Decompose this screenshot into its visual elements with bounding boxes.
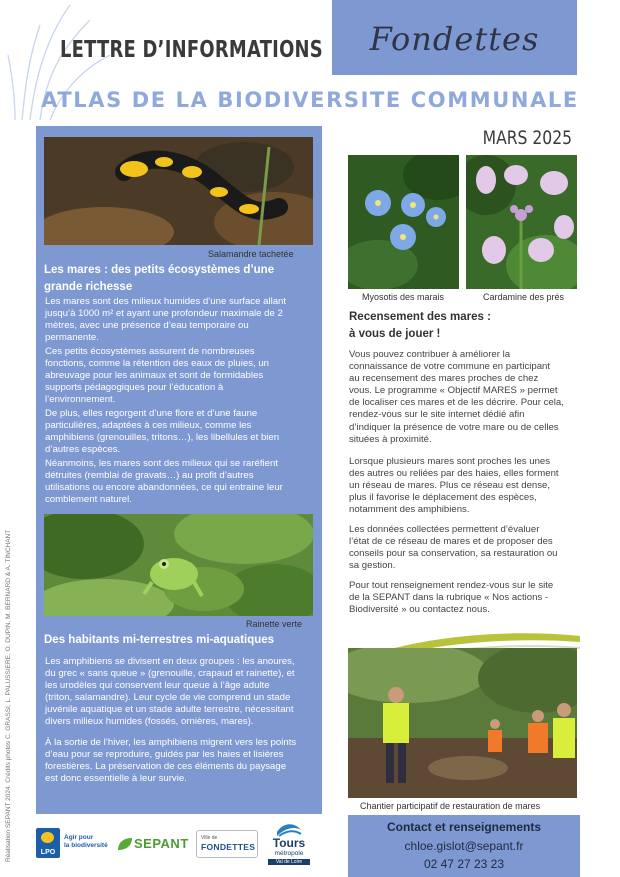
text-line: d’eau pour se reproduire, guidés par les haies et lisières (45, 749, 284, 761)
text-line: au recensement des mares proches de chez (349, 373, 539, 385)
salamander-caption: Salamandre tachetée (208, 249, 294, 259)
myosotis-caption: Myosotis des marais (362, 292, 445, 302)
text-line: d’autres espèces. (45, 444, 121, 456)
text-line: d’indiquer la présence de votre mare ou de celles (349, 421, 559, 433)
tours-text: Tours (272, 836, 306, 850)
text-line: abreuvage pour les animaux et sont de formidables (45, 370, 264, 382)
mares-heading-line-2: grande richesse (44, 281, 133, 293)
commune-banner (332, 0, 577, 75)
text-line: un réseau de mares. Plus ce réseau est dense, (349, 480, 551, 492)
sepant-leaf-icon (116, 836, 134, 852)
tree-frog-caption: Rainette verte (246, 619, 303, 629)
text-line: supports pédagogiques pour l’éducation à (45, 382, 224, 394)
text-line: Pour tout renseignement rendez-vous sur le site (349, 580, 554, 591)
sepant-logo (116, 835, 188, 855)
text-line: mètres, avec une présence d’eau temporaire ou (45, 320, 249, 332)
contact-phone[interactable]: 02 47 27 23 23 (423, 857, 505, 871)
text-line: forestières. La préservation de ces éléments du paysage (45, 761, 287, 773)
text-line: Néanmoins, les mares sont des milieux qui se raréfient (45, 458, 279, 469)
text-line: comblement naturel. (45, 494, 132, 506)
text-line: (triton, salamandre). Leur cycle de vie comprend un stade (45, 692, 291, 704)
fondettes-logo-text: FONDETTES (201, 842, 256, 852)
chantier-photo (348, 648, 577, 798)
text-line: utilisations ou encore abandonnées, ce qui entraine leur (45, 482, 283, 494)
myosotis-photo (348, 155, 459, 289)
recensement-paragraph-4 (349, 580, 577, 616)
lpo-logo (36, 828, 108, 860)
mares-paragraph-2 (45, 346, 314, 406)
lpo-text: LPO (40, 849, 56, 856)
lpo-tagline-2: la biodiversité (64, 842, 108, 849)
fondettes-logo (196, 830, 258, 858)
photo-credits: Réalisation SEPANT 2024. Crédits photos C. GRASSI, L. PALUSSIERE, O. DUPIN, M. BERNARD & A. TINCHANT (5, 529, 12, 862)
partner-logos (36, 818, 322, 870)
habitants-heading: Des habitants mi-terrestres mi-aquatiques (44, 634, 275, 646)
text-line: rendez-vous sur le site internet dédié afin (349, 409, 525, 421)
text-line: divers milieux humides (fossés, ornières, mares). (45, 716, 254, 728)
recensement-heading (349, 309, 579, 343)
text-line: juvénile aquatique et un stade adulte terrestre, nécessitant (45, 704, 294, 716)
tours-metropole-logo (266, 820, 312, 868)
text-line: Les mares sont des milieux humides d’une surface allant (45, 296, 287, 307)
text-line: fonctions, comme la rétention des eaux de pluies, un (45, 358, 269, 370)
text-line: De plus, elles regorgent d’une flore et d’une faune (45, 408, 258, 419)
metropole-text: métropole (274, 850, 304, 857)
cardamine-photo (466, 155, 577, 289)
text-line: sa gestion. (349, 560, 396, 572)
tree-frog-photo (44, 514, 313, 616)
recensement-paragraph-1 (349, 349, 577, 446)
recensement-heading-line-2: à vous de jouer ! (349, 328, 441, 340)
mares-paragraph-4 (45, 458, 314, 506)
val-de-loire-text: Val de Loire (268, 859, 310, 865)
salamander-photo (44, 137, 313, 245)
text-line: de localiser ces mares et de les décrire. Pour cela, (349, 397, 564, 409)
text-line: les urodèles qui conservent leur queue à l’âge adulte (45, 680, 270, 692)
text-line: des autres ou reliées par des haies, elles forment (349, 468, 559, 480)
text-line: situées à proximité. (349, 433, 432, 445)
cardamine-caption: Cardamine des prés (483, 292, 565, 302)
text-line: plus il favorise le déplacement des espèces, (349, 492, 537, 504)
text-line: Vous pouvez contribuer à améliorer la (349, 349, 511, 360)
text-line: conseils pour sa conservation, sa restauration ou (349, 548, 558, 560)
text-line: permanente. (45, 332, 99, 344)
text-line: notamment des amphibiens. (349, 504, 470, 516)
text-line: l’environnement. (45, 394, 116, 406)
recensement-heading-line-1: Recensement des mares : (349, 311, 491, 323)
recensement-paragraph-2 (349, 456, 577, 516)
text-line: vous. Le programme « Objectif MARES » permet (349, 385, 558, 397)
chantier-caption: Chantier participatif de restauration de mares (360, 801, 541, 811)
text-line: détruites (remblai de gravats…) au profit d’autres (45, 470, 254, 482)
text-line: du grec « sans queue » (grenouille, crapaud et rainette), et (45, 668, 295, 680)
text-line: amphibiens (grenouilles, tritons…), les libellules et bien (45, 432, 280, 444)
lpo-tagline-1: Agir pour (64, 834, 94, 841)
habitants-paragraph-2 (45, 737, 314, 785)
mares-heading (44, 262, 319, 296)
text-line: Lorsque plusieurs mares sont proches les unes (349, 456, 551, 467)
mares-paragraph-3 (45, 408, 314, 456)
text-line: jusqu’à 1000 m² et ayant une profondeur maximale de 2 (45, 308, 283, 320)
fondettes-small-text: Ville de (201, 835, 218, 841)
text-line: Ces petits écosystèmes assurent de nombreuses (45, 346, 255, 357)
contact-email[interactable]: chloe.gislot@sepant.fr (404, 839, 524, 853)
contact-box (348, 815, 580, 877)
commune-name: Fondettes (369, 20, 540, 58)
text-line: est donc essentielle à leur survie. (45, 773, 187, 785)
text-line: À la sortie de l’hiver, les amphibiens migrent vers les points (45, 737, 297, 748)
recensement-paragraph-3 (349, 524, 577, 572)
habitants-paragraph-1 (45, 656, 314, 729)
newsletter-label: LETTRE D’INFORMATIONS (60, 37, 323, 63)
text-line: Les amphibiens se divisent en deux groupes : les anoures, (45, 656, 295, 667)
text-line: de la SEPANT dans la rubrique « Nos actions - (349, 592, 549, 604)
text-line: connaissance de votre commune en participant (349, 361, 551, 373)
text-line: l’état de ce réseau de mares et de proposer des (349, 536, 553, 548)
document-title: ATLAS DE LA BIODIVERSITE COMMUNALE (41, 88, 579, 112)
issue-date: MARS 2025 (482, 127, 572, 149)
text-line: particulières, adaptées à ces milieux, comme les (45, 420, 252, 432)
text-line: Les données collectées permettent d’évaluer (349, 524, 540, 535)
mares-heading-line-1: Les mares : des petits écosystèmes d’une (44, 264, 275, 276)
text-line: Biodiversité » ou contactez nous. (349, 604, 490, 616)
contact-title: Contact et renseignements (386, 820, 542, 834)
sepant-text: SEPANT (134, 836, 189, 851)
mares-paragraph-1 (45, 296, 314, 344)
